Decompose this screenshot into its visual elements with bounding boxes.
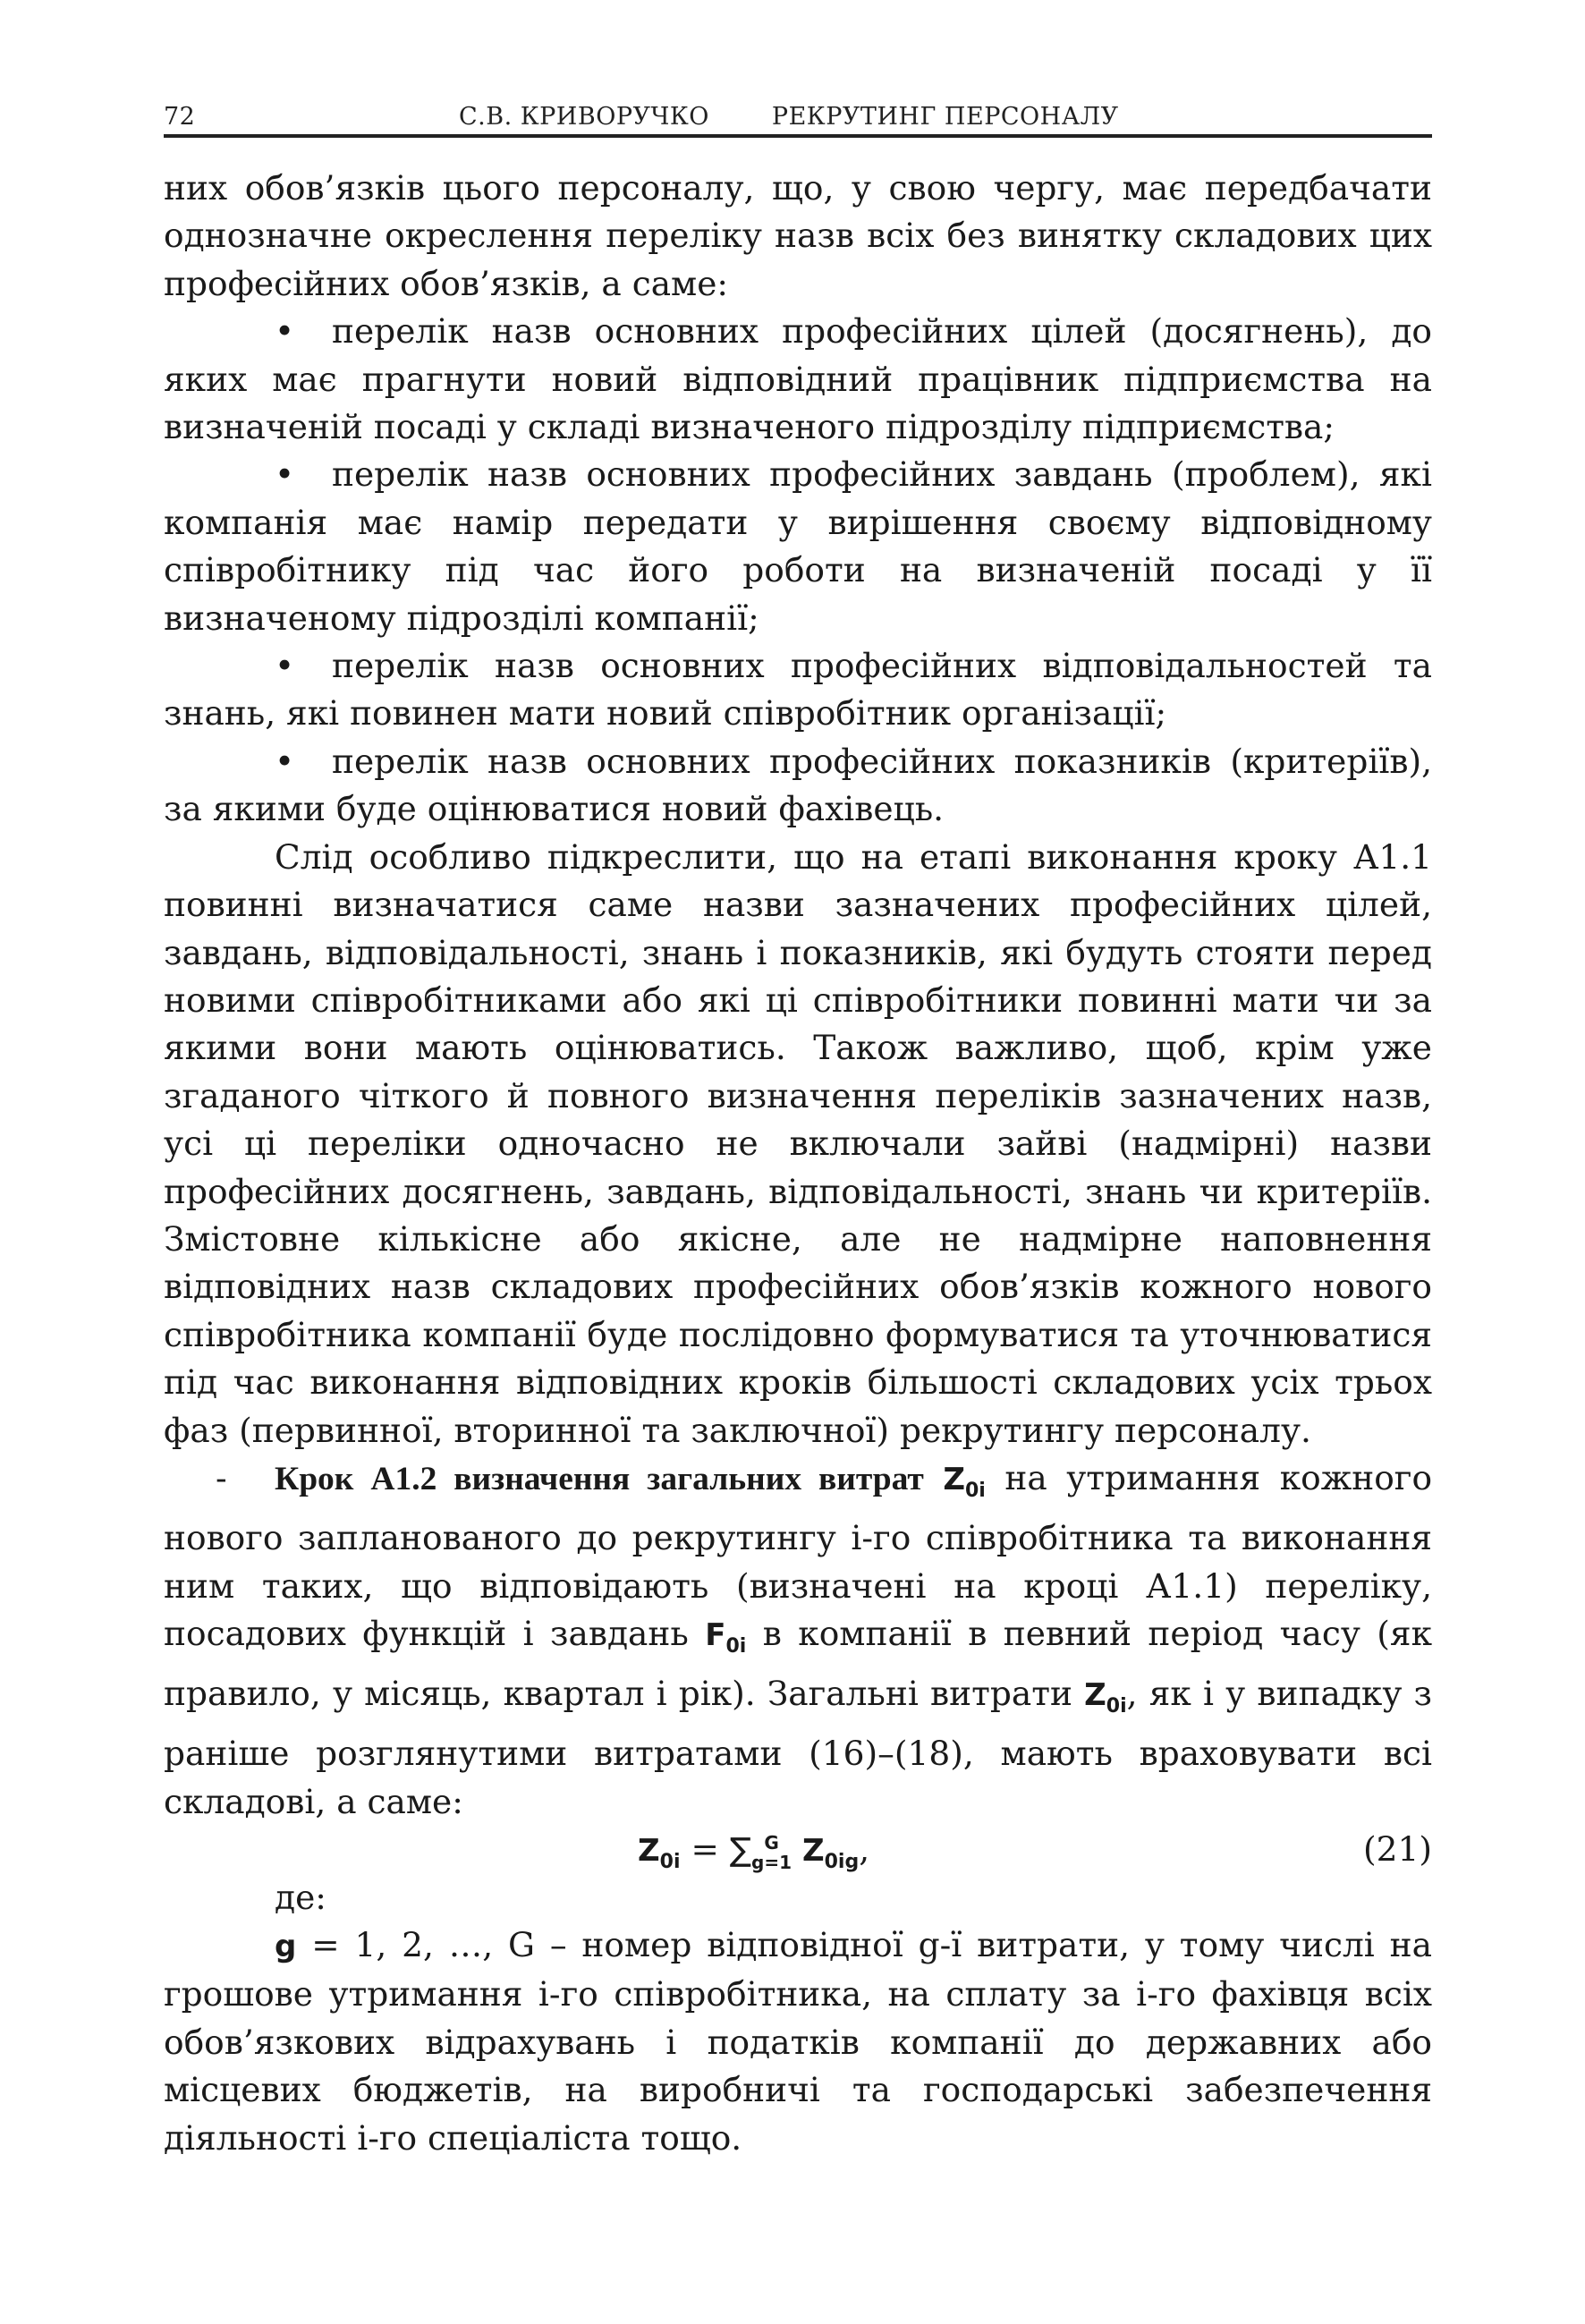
bullet-text: перелік назв основних професійних відповідальностей та знань, які повинен мати новий співробітник організації; (164, 646, 1432, 734)
formula-term: $Z_{0ig}$ (801, 1833, 860, 1873)
book-page (164, 89, 1432, 2162)
page-body (164, 165, 1432, 2162)
formula-trail: , (859, 1829, 870, 1870)
sum-upper: G (764, 1831, 779, 1853)
bullet-text: перелік назв основних професійних показників (критеріїв), за якими буде оцінюватися новий фахівець. (164, 741, 1432, 829)
formula-expression (638, 1826, 869, 1886)
bullet-icon: • (275, 311, 295, 352)
formula-lhs: $Z_{0i}$ (638, 1833, 681, 1873)
bullet-item (164, 308, 1432, 451)
book-title: РЕКРУТИНГ ПЕРСОНАЛУ (771, 103, 1119, 131)
formula-21 (164, 1826, 1432, 1873)
step-paragraph (164, 1455, 1432, 1826)
sum-limits (751, 1833, 792, 1872)
var-z0i: $Z_{0i}$ (943, 1461, 986, 1502)
formula-equals: = (691, 1829, 719, 1870)
bullet-icon: • (275, 454, 295, 495)
var-f0i: $F_{0i}$ (705, 1616, 747, 1658)
body-paragraph: Слід особливо підкреслити, що на етапі виконання кроку А1.1 повинні визначатися саме назви зазначених професійних цілей, завдань, відповідальності, знань і показників, які будуть стояти перед новими співробітниками або які ці співробітники повинні мати чи за якими вони мають оцінюватись. Також важливо, щоб, крім уже згаданого чіткого й повного визначення переліків зазначених назв, усі ці переліки одночасно не включали зайві (надмірні) назви професійних досягнень, завдань, відповідальності, знань чи критеріїв. Змістовне кількісне або якісне, але не надмірне наповнення відповідних назв складових професійних обов’язків кожного нового співробітника компанії буде послідовно формуватися та уточнюватися під час виконання відповідних кроків більшості складових усіх трьох фаз (первинної, вторинної та заключної) рекрутингу персоналу. (164, 836, 1432, 1450)
sum-lower: g=1 (751, 1851, 792, 1873)
g-definition-text: = 1, 2, …, G – номер відповідної g-ї витрати, у тому числі на грошове утримання і-го співробітника, на сплату за і-го фахівця всіх обов’язкових відрахувань і податків компанії до державних або місцевих бюджетів, на виробничі та господарські забезпечення діяльності і-го спеціаліста тощо. (164, 1925, 1432, 2158)
step-heading: Крок А1.2 визначення загальних витрат (275, 1460, 924, 1497)
bullet-icon: • (275, 741, 295, 781)
formula-number: (21) (1363, 1829, 1432, 1870)
bullet-item (164, 642, 1432, 738)
var-z0i: $Z_{0i}$ (1084, 1677, 1127, 1718)
dash-marker: - (216, 1457, 227, 1497)
step-text-3: , як і у випадку з раніше розглянутими витратами (16)–(18), мають враховувати всі складові, а саме: (164, 1674, 1432, 1821)
step-text-2: в компанії в певний період часу (як правило, у місяць, квартал і рік). Загальні витрати (164, 1613, 1433, 1714)
intro-paragraph: них обов’язків цього персоналу, що, у свою чергу, має передбачати однозначне окреслення переліку назв всіх без винятку складових цих професійних обов’язків, а саме: (164, 168, 1432, 303)
step-text-1: на утримання кожного нового запланованого до рекрутингу і-го співробітника та виконання ним таких, що відповідають (визначені на кроці А1.1) переліку, посадових функцій і завдань (164, 1457, 1433, 1653)
var-g: g (275, 1929, 297, 1964)
sum-icon: ∑ (729, 1832, 752, 1870)
where-label: де: (275, 1877, 326, 1917)
bullet-item (164, 738, 1432, 834)
g-definition (164, 1921, 1432, 2162)
page-number: 72 (164, 103, 196, 131)
author-name: С.В. КРИВОРУЧКО (459, 103, 709, 131)
bullet-icon: • (275, 646, 295, 686)
bullet-item (164, 451, 1432, 642)
running-header (164, 89, 1432, 138)
bullet-text: перелік назв основних професійних цілей (досягнень), до яких має прагнути новий відповідний працівник підприємства на визначеній посаді у складі визначеного підрозділу підприємства; (164, 311, 1432, 447)
bullet-text: перелік назв основних професійних завдань (проблем), які компанія має намір передати у вирішення своєму відповідному співробітнику під час його роботи на визначеній посаді у її визначеному підрозділі компанії; (164, 454, 1432, 638)
